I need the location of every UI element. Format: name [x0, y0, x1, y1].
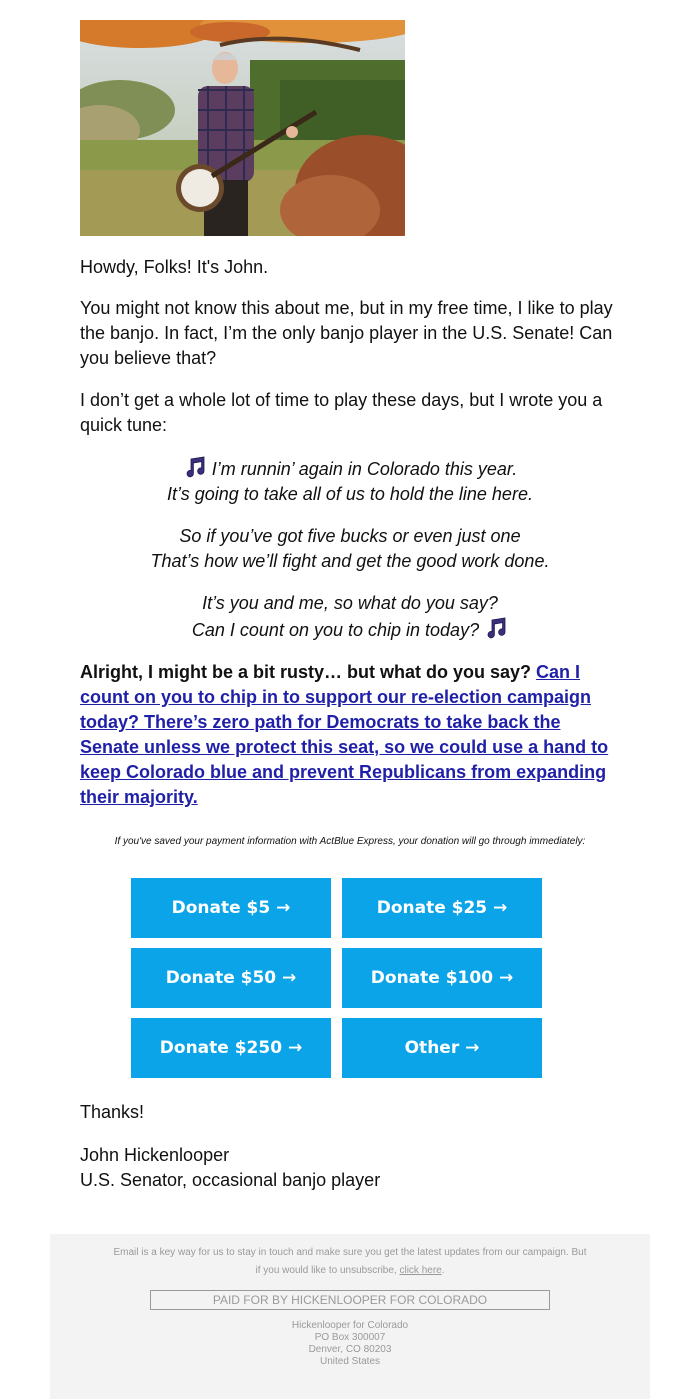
poem-line: So if you’ve got five bucks or even just one — [179, 526, 521, 546]
mailing-address — [50, 1320, 650, 1368]
cta-paragraph — [80, 660, 620, 810]
poem-line: That’s how we’ll fight and get the good work done. — [150, 551, 550, 571]
poem-stanza-1 — [80, 455, 620, 507]
poem-line: It’s going to take all of us to hold the line here. — [167, 484, 533, 504]
donate-5-button[interactable]: Donate $5 → — [131, 878, 331, 938]
poem-line: Can I count on you to chip in today? — [191, 620, 480, 640]
signoff — [80, 1100, 380, 1193]
unsubscribe-message: Email is a key way for us to stay in touch and make sure you get the latest updates from our campaign. But if you would like to unsubscribe, — [113, 1247, 587, 1276]
donate-other-button[interactable]: Other → — [342, 1018, 542, 1078]
greeting: Howdy, Folks! It's John. — [80, 257, 269, 277]
donate-100-button[interactable]: Donate $100 → — [342, 948, 542, 1008]
poem-stanza-2 — [80, 524, 620, 574]
email-body — [80, 255, 620, 827]
address-line: United States — [319, 1356, 381, 1367]
banjo-photo — [80, 20, 405, 236]
donate-25-button[interactable]: Donate $25 → — [342, 878, 542, 938]
address-line: Hickenlooper for Colorado — [291, 1320, 409, 1331]
donate-50-button[interactable]: Donate $50 → — [131, 948, 331, 1008]
address-line: Denver, CO 80203 — [308, 1344, 392, 1355]
music-note-icon — [484, 616, 508, 640]
thanks-text: Thanks! — [80, 1102, 145, 1122]
cta-lead: Alright, I might be a bit rusty… but what do you say? — [80, 662, 532, 682]
unsubscribe-text — [110, 1244, 590, 1280]
poem-line: I’m runnin’ again in Colorado this year. — [211, 459, 518, 479]
actblue-express-note: If you've saved your payment information with ActBlue Express, your donation will go through immediately: — [114, 836, 586, 847]
footer — [50, 1234, 650, 1399]
paid-for-disclaimer: PAID FOR BY HICKENLOOPER FOR COLORADO — [150, 1290, 550, 1310]
address-line: PO Box 300007 — [314, 1332, 386, 1343]
poem-line: It’s you and me, so what do you say? — [202, 593, 498, 613]
unsubscribe-period: . — [441, 1265, 445, 1276]
donate-link[interactable]: Can I count on you to chip in to support our re-election campaign today? There’s zero path for Democrats to take back the Senate unless we protect this seat, so we could use a hand to keep Colorado blue and prevent Republicans from expanding their majority. — [80, 662, 609, 807]
signer-name: John Hickenlooper — [80, 1145, 230, 1165]
music-note-icon — [183, 455, 207, 479]
intro-paragraph: You might not know this about me, but in my free time, I like to play the banjo. In fact, I’m the only banjo player in the U.S. Senate! Can you believe that? — [80, 298, 613, 368]
signer-title: U.S. Senator, occasional banjo player — [80, 1170, 381, 1190]
tune-paragraph: I don’t get a whole lot of time to play these days, but I wrote you a quick tune: — [80, 390, 603, 435]
donate-250-button[interactable]: Donate $250 → — [131, 1018, 331, 1078]
unsubscribe-link[interactable]: click here — [399, 1265, 442, 1276]
poem-stanza-3 — [80, 591, 620, 643]
